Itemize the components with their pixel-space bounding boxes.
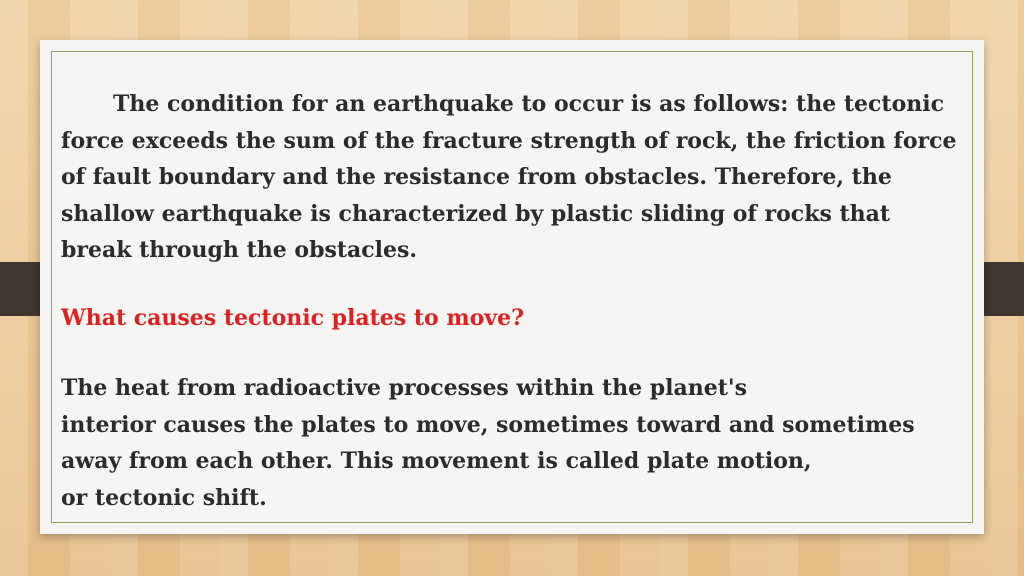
answer-line: The heat from radioactive processes within the planet's <box>61 375 748 401</box>
answer-line: interior causes the plates to move, sometimes toward and sometimes <box>61 411 915 438</box>
paragraph-earthquake-condition-text: The condition for an earthquake to occur is as follows: the tectonic force exceeds the sum of the fracture strength of rock, the friction force of fault boundary and the resistance from obstacles. Therefore, the shallow earthquake is characterized by plastic sliding of rocks that break through the obstacles. <box>61 91 957 263</box>
paragraph-plate-motion <box>61 370 961 516</box>
answer-line: away from each other. This movement is called plate motion, <box>61 448 812 474</box>
answer-line: or tectonic shift. <box>61 484 267 511</box>
content-card <box>40 40 984 534</box>
paragraph-earthquake-condition <box>61 86 961 269</box>
question-heading: What causes tectonic plates to move? <box>61 305 524 331</box>
